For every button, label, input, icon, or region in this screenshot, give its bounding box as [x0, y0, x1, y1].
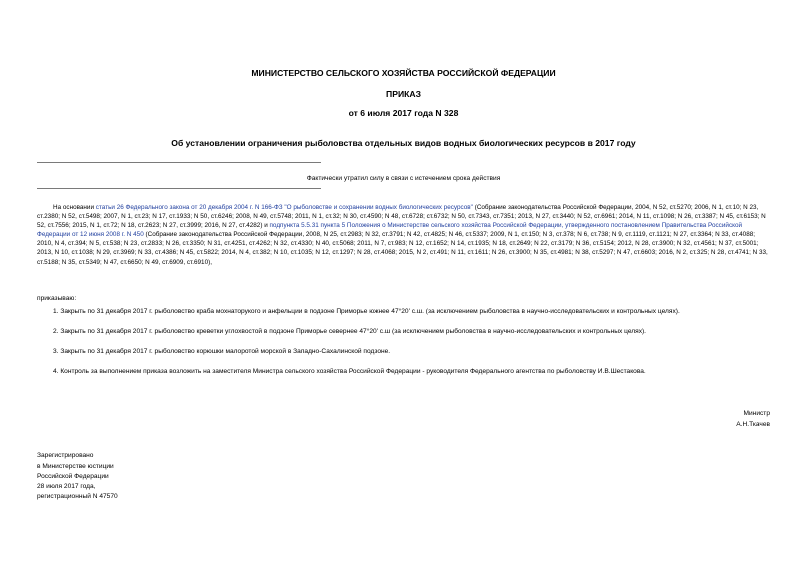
registration-line-4: 28 июля 2017 года, [37, 483, 96, 490]
status-note: Фактически утратил силу в связи с истечением срока действия [306, 175, 501, 182]
signature-name: А.Н.Ткачев [736, 421, 770, 428]
divider-bottom [37, 188, 321, 189]
registration-line-2: в Министерстве юстиции [37, 463, 114, 470]
ministry-name: МИНИСТЕРСТВО СЕЛЬСКОГО ХОЗЯЙСТВА РОССИЙСКОЙ ФЕДЕРАЦИИ [251, 68, 556, 78]
document-title: Об установлении ограничения рыболовства отдельных видов водных биологических ресурсов в 2017 году [171, 138, 636, 148]
divider-top [37, 162, 321, 163]
federal-law-link[interactable]: статьи 26 Федерального закона от 20 декабря 2004 г. N 166-ФЗ "О рыболовстве и сохранении водных биологических ресурсов" [95, 204, 473, 211]
document-date-number: от 6 июля 2017 года N 328 [348, 108, 459, 118]
order-item-3: 3. Закрыть по 31 декабря 2017 г. рыболовство корюшки малоротой морской в Западно-Сахалинской подзоне. [53, 348, 391, 355]
order-item-2: 2. Закрыть по 31 декабря 2017 г. рыболовство креветки углохвостой в подзоне Приморье севернее 47°20' с.ш (за исключением рыболовства в научно-исследовательских и контрольных целях). [53, 328, 647, 335]
registration-line-1: Зарегистрировано [37, 452, 94, 459]
order-word: приказываю: [37, 295, 77, 302]
regulation-link[interactable]: подпункта 5.5.31 пункта 5 Положения о Министерстве сельского хозяйства Российской Федерации, утвержденного постановлением Правительства Российской Федерации от 12 июня 2008 г. N 450 [37, 222, 743, 239]
preamble-text-1: На основании [53, 204, 96, 211]
signature-position: Министр [743, 410, 770, 417]
document-type: ПРИКАЗ [386, 89, 421, 99]
order-item-1: 1. Закрыть по 31 декабря 2017 г. рыболовство краба мохнаторукого и анфельции в подзоне Приморье южнее 47°20' с.ш. (за исключением рыболовства в научно-исследовательских и контрольных целях). [53, 308, 680, 315]
preamble-text-2: (Собрание законодательства Российской Федерации, 2004, N 52, ст.5270; 2006, N 1, ст.10; N 23, ст.2380; N 52, ст.5498; 2007, N 1, ст.23; N 17, ст.1933; N 50, ст.6246; 2008, N 49, ст.5748; 2011, N 1, ст.32; N 30, ст.4590; N 48, ст.6728; ст.6732; N 50, ст.7343, ст.7351; 2013, N 27, ст.3440; N 52, ст.6961; 2014, N 11, ст.1098; N 26, ст.3387; N 45, ст.6153; N 52, ст.7556; 2015, N 1, ст.72; N 18, ст.2623; N 27, ст.3999; 2016, N 27, ст.4282) и [37, 204, 766, 230]
order-item-4: 4. Контроль за выполнением приказа возложить на заместителя Министра сельского хозяйства Российской Федерации - руководителя Федерального агентства по рыболовству И.В.Шестакова. [53, 368, 646, 375]
preamble-text-3: (Собрание законодательства Российской Федерации, 2008, N 25, ст.2983; N 32, ст.3791; N 42, ст.4825; N 46, ст.5337; 2009, N 1, ст.150; N 3, ст.378; N 6, ст.738; N 9, ст.1119, ст.1121; N 27, ст.3364; N 33, ст.4088; 2010, N 4, ст.394; N 5, ст.538; N 23, ст.2833; N 26, ст.3350; N 31, ст.4251, ст.4262; N 32, ст.4330; N 40, ст.5068; 2011, N 7, ст.983; N 12, ст.1652; N 14, ст.1935; N 18, ст.2649; N 22, ст.3179; N 36, ст.5154; 2012, N 28, ст.3900; N 32, ст.4561; N 37, ст.5001; 2013, N 10, ст.1038; N 29, ст.3969; N 33, ст.4386; N 45, ст.5822; 2014, N 4, ст.382; N 10, ст.1035; N 12, ст.1297; N 28, ст.4068; 2015, N 2, ст.491; N 11, ст.1611; N 26, ст.3900; N 35, ст.4981; N 38, ст.5297; N 47, ст.6603; 2016, N 2, ст.325; N 28, ст.4741; N 33, ст.5188; N 35, ст.5349; N 47, ст.6650; N 49, ст.6909, ст.6910), [37, 231, 768, 266]
preamble-paragraph [37, 203, 770, 267]
registration-line-5: регистрационный N 47570 [37, 493, 118, 500]
registration-line-3: Российской Федерации [37, 473, 109, 480]
